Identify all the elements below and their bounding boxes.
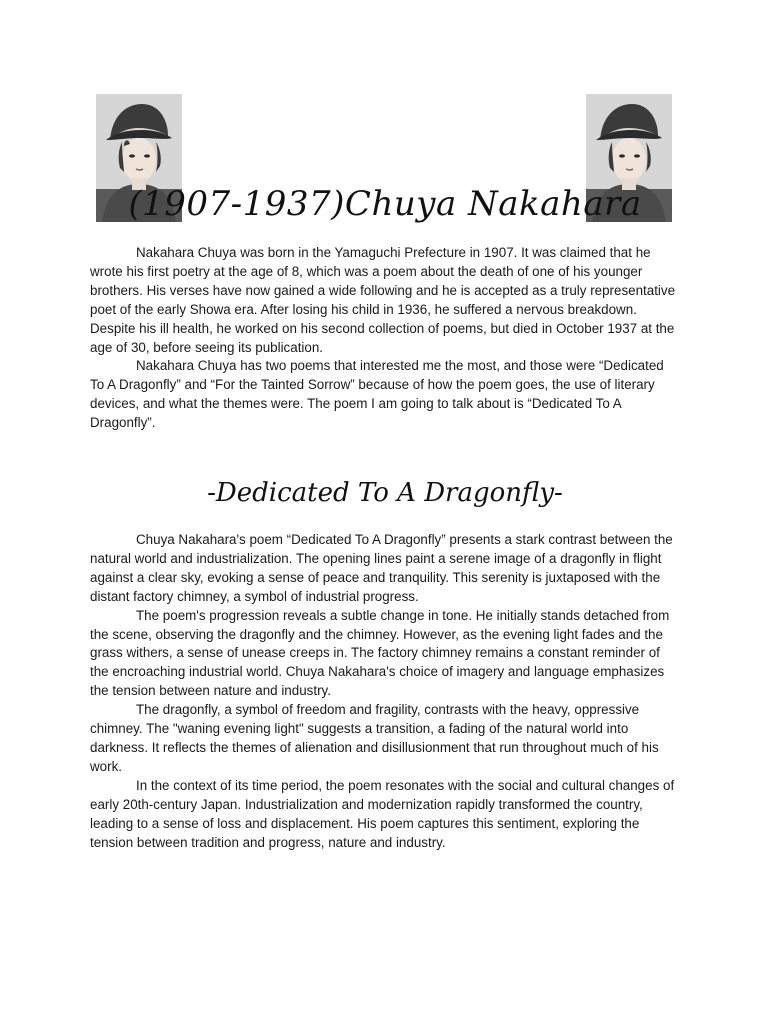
intro-text (90, 244, 680, 433)
analysis-paragraph: The dragonfly, a symbol of freedom and fragility, contrasts with the heavy, oppressive chimney. The "waning evening light" suggests a transition, a fading of the natural world into darkness. It reflects the themes of alienation and disillusionment that run throughout much of his work. (90, 702, 659, 774)
analysis-text (90, 531, 680, 852)
analysis-paragraph: Chuya Nakahara's poem “Dedicated To A Dragonfly” presents a stark contrast between the natural world and industrialization. The opening lines paint a serene image of a dragonfly in flight against a clear sky, evoking a sense of peace and tranquility. This serenity is juxtaposed with the distant factory chimney, a symbol of industrial progress. (90, 532, 673, 604)
page-title: (1907-1937)Chuya Nakahara (128, 184, 642, 224)
analysis-paragraph: The poem's progression reveals a subtle change in tone. He initially stands detached from the scene, observing the dragonfly and the chimney. However, as the evening light fades and the grass withers, a sense of unease creeps in. The factory chimney remains a constant reminder of the encroaching industrial world. Chuya Nakahara's choice of imagery and language emphasizes the tension between nature and industry. (90, 607, 670, 699)
section-title: -Dedicated To A Dragonfly- (207, 478, 563, 508)
intro-paragraph: Nakahara Chuya has two poems that interested me the most, and those were “Dedicated To A Dragonfly” and “For the Tainted Sorrow” because of how the poem goes, the use of literary devices, and what the themes were. The poem I am going to talk about is “Dedicated To A Dragonfly”. (90, 358, 664, 431)
analysis-paragraph: In the context of its time period, the poem resonates with the social and cultural changes of early 20th-century Japan. Industrialization and modernization rapidly transformed the country, leading to a sense of loss and displacement. His poem captures this sentiment, exploring the tension between tradition and progress, nature and industry. (90, 777, 675, 850)
intro-paragraph: Nakahara Chuya was born in the Yamaguchi Prefecture in 1907. It was claimed that he wrote his first poetry at the age of 8, which was a poem about the death of one of his younger brothers. His verses have now gained a wide following and he is accepted as a truly representative poet of the early Showa era. After losing his child in 1936, he suffered a nervous breakdown. Despite his ill health, he worked on his second collection of poems, but died in October 1937 at the age of 30, before seeing its publication. (90, 245, 676, 355)
